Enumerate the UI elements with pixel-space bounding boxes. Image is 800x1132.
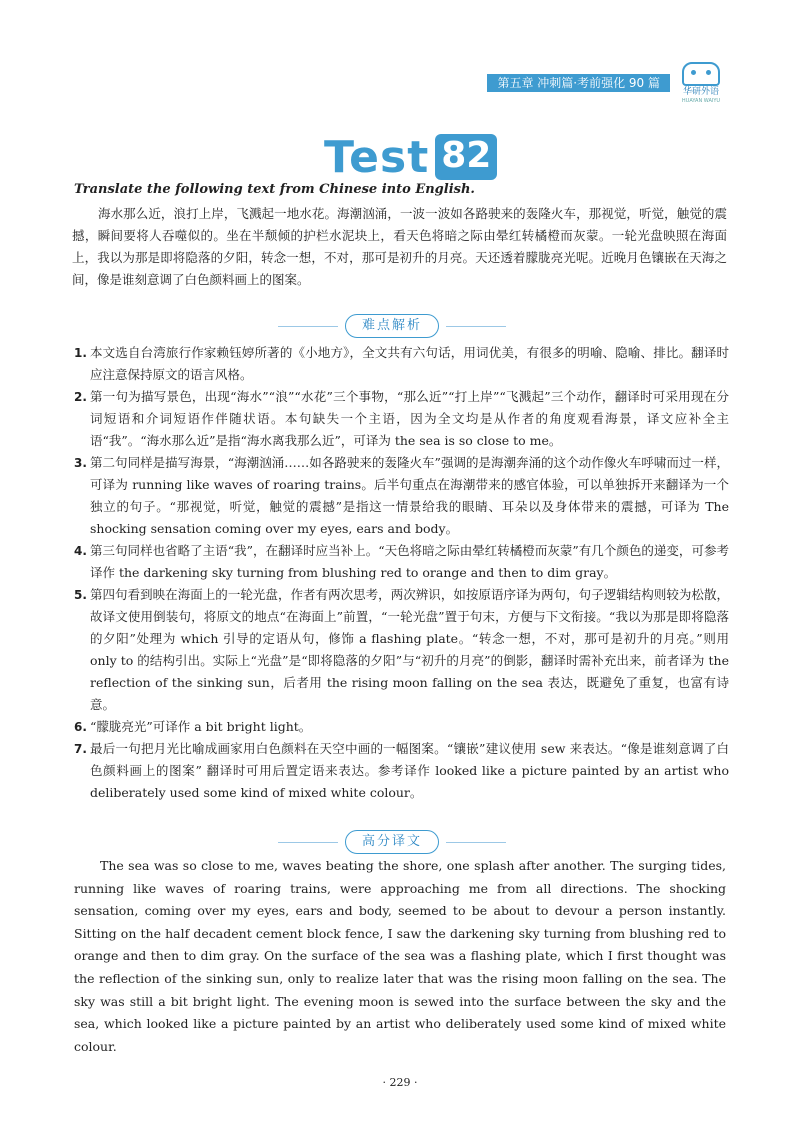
- note-number: 2.: [74, 390, 87, 404]
- logo-text: 华研外语: [682, 87, 719, 97]
- note-text: 第三句同样也省略了主语“我”，在翻译时应当补上。“天色将暗之际由晕红转橘橙而灰蒙”有几个颜色的递变，可参考译作 the darkening sky turning from blushing red to orange and then to dim gray。: [90, 543, 729, 580]
- logo-mascot-icon: [682, 62, 720, 86]
- publisher-logo: [678, 62, 724, 104]
- note-number: 4.: [74, 544, 87, 558]
- note-number: 6.: [74, 720, 87, 734]
- translation-heading: 高分译文: [345, 830, 439, 854]
- note-number: 7.: [74, 742, 87, 756]
- list-item: [74, 342, 729, 386]
- note-text: 本文选自台湾旅行作家赖钰婷所著的《小地方》，全文共有六句话，用词优美，有很多的明喻、隐喻、排比。翻译时应注意保持原文的语言风格。: [90, 345, 729, 382]
- page-title: [324, 126, 497, 183]
- list-item: [74, 716, 729, 738]
- note-text: “朦胧亮光”可译作 a bit bright light。: [90, 719, 312, 734]
- logo-subtext: HUAYAN WAIYU: [681, 98, 721, 104]
- page-number: · 229 ·: [382, 1076, 418, 1089]
- chapter-header: 第五章 冲刺篇·考前强化 90 篇: [487, 74, 670, 92]
- notes-heading: 难点解析: [345, 314, 439, 338]
- list-item: [74, 584, 729, 716]
- title-number: 82: [435, 134, 497, 180]
- note-text: 第四句看到映在海面上的一轮光盘，作者有两次思考，两次辨识，如按原语序译为两句，句子逻辑结构则较为松散，故译文使用倒装句，将原文的地点“在海面上”前置，“一轮光盘”置于句末，方便与下文衔接。“我以为那是即将隐落的夕阳”处理为 which 引导的定语从句，修饰 a flashing plate。“转念一想，不对，那可是初升的月亮。”则用 only to 的结构引出。实际上“光盘”是“即将隐落的夕阳”与“初升的月亮”的倒影，翻译时需补充出来，前者译为 the reflection of the sinking sun，后者用 the rising moon falling on the sea 表达，既避免了重复，也富有诗意。: [90, 587, 729, 712]
- source-text: 海水那么近，浪打上岸，飞溅起一地水花。海潮汹涌，一波一波如各路驶来的轰隆火车，那视觉，听觉，触觉的震撼，瞬间要将人吞噬似的。坐在半颓倾的护栏水泥块上，看天色将暗之际由晕红转橘橙而灰蒙。一轮光盘映照在海面上，我以为那是即将隐落的夕阳，转念一想，不对，那可是初升的月亮。天还透着朦胧亮光呢。近晚月色镶嵌在天海之间，像是谁刻意调了白色颜料画上的图案。: [72, 206, 727, 287]
- note-text: 第二句同样是描写海景，“海潮汹涌……如各路驶来的轰隆火车”强调的是海潮奔涌的这个动作像火车呼啸而过一样，可译为 running like waves of roaring trains。后半句重点在海潮带来的感官体验，可以单独拆开来翻译为一个独立的句子。“那视觉，听觉，触觉的震撼”是指这一情景给我的眼睛、耳朵以及身体带来的震撼，可译为 The shocking sensation coming over my eyes, ears and body。: [90, 455, 729, 536]
- notes-list: [74, 342, 729, 804]
- title-word: Test: [324, 132, 430, 183]
- task-instruction: Translate the following text from Chinese into English.: [74, 182, 475, 197]
- note-text: 第一句为描写景色，出现“海水”“浪”“水花”三个事物，“那么近”“打上岸”“飞溅起”三个动作，翻译时可采用现在分词短语和介词短语作伴随状语。本句缺失一个主语，因为全文均是从作者的角度观看海景，译文应补全主语“我”。“海水那么近”是指“海水离我那么近”，可译为 the sea is so close to me。: [90, 389, 729, 448]
- note-number: 1.: [74, 346, 87, 360]
- list-item: [74, 738, 729, 804]
- note-number: 5.: [74, 588, 87, 602]
- note-number: 3.: [74, 456, 87, 470]
- translation-text: The sea was so close to me, waves beating the shore, one splash after another. The surging tides, running like waves of roaring trains, were approaching me from all directions. The shocking sensation, coming over my eyes, ears and body, seemed to be about to devour a person instantly. Sitting on the half decadent cement block fence, I saw the darkening sky turning from blushing red to orange and then to dim gray. On the surface of the sea was a flashing plate, which I first thought was the reflection of the sinking sun, only to realize later that was the rising moon falling on the sea. The sky was still a bit bright light. The evening moon is sewed into the surface between the sky and the sea, which looked like a picture painted by an artist who deliberately used some kind of mixed white colour.: [74, 858, 726, 1054]
- list-item: [74, 540, 729, 584]
- note-text: 最后一句把月光比喻成画家用白色颜料在天空中画的一幅图案。“镶嵌”建议使用 sew 来表达。“像是谁刻意调了白色颜料画上的图案” 翻译时可用后置定语来表达。参考译作 looked like a picture painted by an artist who deliberately used some kind of mixed white colour。: [90, 741, 729, 800]
- list-item: [74, 452, 729, 540]
- list-item: [74, 386, 729, 452]
